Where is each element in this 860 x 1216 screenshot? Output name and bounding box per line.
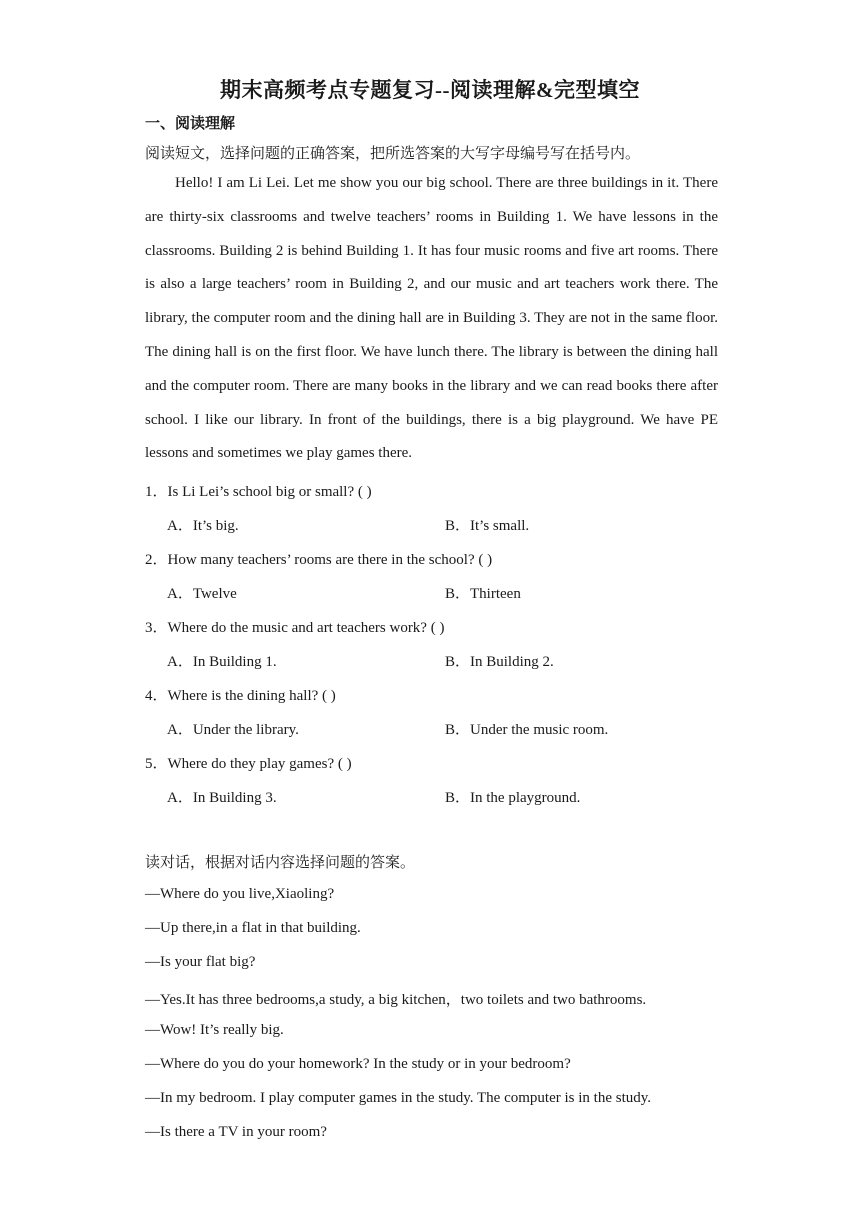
question-3: 3．Where do the music and art teachers work? ( ) (145, 620, 445, 636)
question-1-option-b: B．It’s small. (445, 518, 530, 534)
dialogue-line: —Up there,in a flat in that building. (145, 920, 361, 936)
passage1-instruction: 阅读短文，选择问题的正确答案，把所选答案的大写字母编号写在括号内。 (145, 146, 641, 162)
passage1-text: Hello! I am Li Lei. Let me show you our big school. There are three buildings in it. There are thirty-six classrooms and twelve teachers’ rooms in Building 1. We have lessons in the classrooms. Building 2 is behind Building 1. It has four music rooms and five art rooms. There is also a large teachers’ room in Building 2, and our music and art teachers work there. The library, the computer room and the dining hall are in Building 3. They are not in the same floor. The dining hall is on the first floor. We have lunch there. The library is between the dining hall and the computer room. There are many books in the library and we can read books there after school. I like our library. In front of the buildings, there is a big playground. We have PE lessons and sometimes we play games there. (145, 175, 718, 462)
question-4-option-b: B．Under the music room. (445, 722, 609, 738)
passage2-instruction: 读对话，根据对话内容选择问题的答案。 (145, 855, 416, 871)
dialogue-line: —Wow! It’s really big. (145, 1022, 284, 1038)
dialogue-line: —Where do you do your homework? In the study or in your bedroom? (145, 1056, 571, 1072)
question-2-option-b: B．Thirteen (445, 586, 521, 602)
question-3-option-b: B．In Building 2. (445, 654, 554, 670)
question-5: 5．Where do they play games? ( ) (145, 756, 352, 772)
dialogue-line: —Is there a TV in your room? (145, 1124, 327, 1140)
section-heading: 一、阅读理解 (145, 116, 236, 132)
question-1: 1．Is Li Lei’s school big or small? ( ) (145, 484, 372, 500)
question-2: 2．How many teachers’ rooms are there in the school? ( ) (145, 552, 493, 568)
dialogue-line: —Where do you live,Xiaoling? (145, 886, 335, 902)
question-4: 4．Where is the dining hall? ( ) (145, 688, 336, 704)
question-5-option-b: B．In the playground. (445, 790, 581, 806)
page-title: 期末高频考点专题复习--阅读理解&完型填空 (220, 78, 640, 102)
dialogue-line: —Is your flat big? (145, 954, 256, 970)
question-3-option-a: A．In Building 1. (167, 654, 277, 670)
question-4-option-a: A．Under the library. (167, 722, 299, 738)
question-2-option-a: A．Twelve (167, 586, 237, 602)
dialogue-line: —In my bedroom. I play computer games in the study. The computer is in the study. (145, 1090, 652, 1106)
question-1-option-a: A．It’s big. (167, 518, 239, 534)
dialogue-line: —Yes.It has three bedrooms,a study, a big kitchen，two toilets and two bathrooms. (145, 992, 647, 1008)
question-5-option-a: A．In Building 3. (167, 790, 277, 806)
